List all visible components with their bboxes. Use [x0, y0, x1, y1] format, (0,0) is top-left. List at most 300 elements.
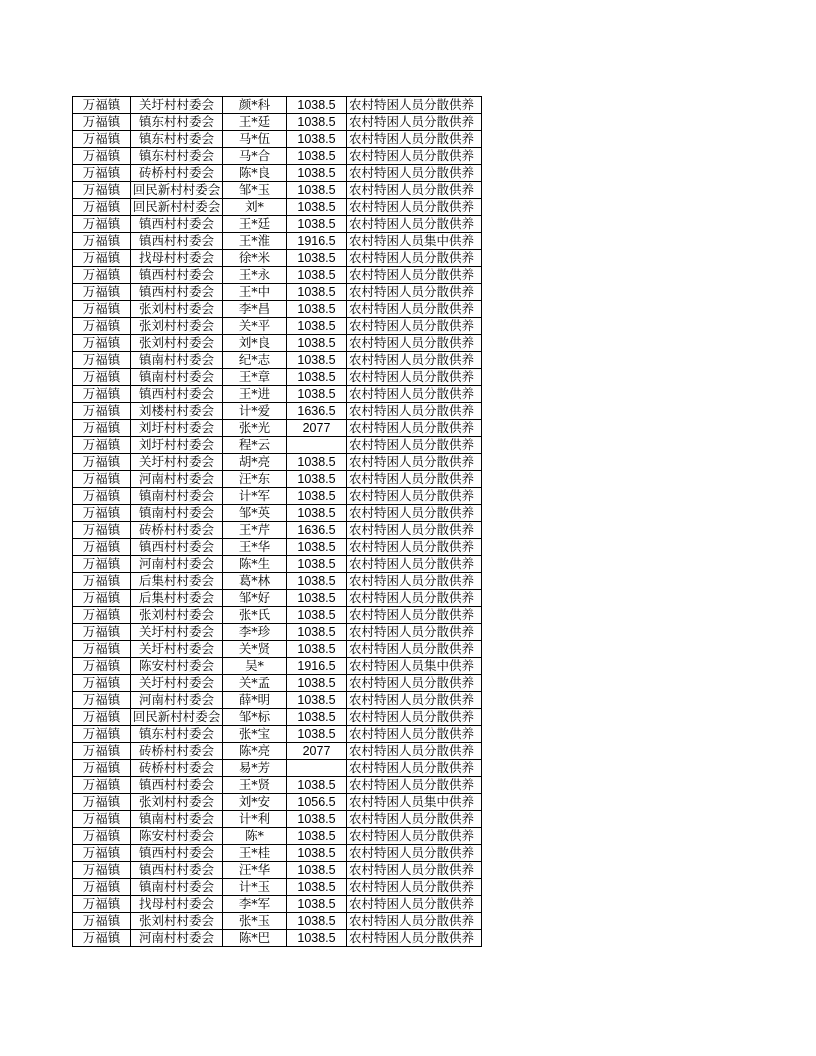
town-cell: 万福镇	[73, 709, 131, 726]
recipient-name-cell: 王*进	[223, 386, 287, 403]
amount-cell: 1038.5	[287, 505, 347, 522]
village-committee-cell: 镇西村村委会	[131, 233, 223, 250]
village-committee-cell: 河南村村委会	[131, 556, 223, 573]
town-cell: 万福镇	[73, 811, 131, 828]
amount-cell: 1038.5	[287, 488, 347, 505]
amount-cell: 1038.5	[287, 199, 347, 216]
support-type-cell: 农村特困人员分散供养	[347, 828, 482, 845]
village-committee-cell: 关圩村村委会	[131, 675, 223, 692]
village-committee-cell: 陈安村村委会	[131, 828, 223, 845]
town-cell: 万福镇	[73, 97, 131, 114]
amount-cell: 1038.5	[287, 267, 347, 284]
town-cell: 万福镇	[73, 556, 131, 573]
table-row	[73, 862, 482, 879]
amount-cell: 1038.5	[287, 862, 347, 879]
table-row	[73, 590, 482, 607]
support-type-cell: 农村特困人员分散供养	[347, 301, 482, 318]
town-cell: 万福镇	[73, 828, 131, 845]
support-type-cell: 农村特困人员分散供养	[347, 114, 482, 131]
support-type-cell: 农村特困人员分散供养	[347, 624, 482, 641]
town-cell: 万福镇	[73, 607, 131, 624]
amount-cell: 1038.5	[287, 607, 347, 624]
town-cell: 万福镇	[73, 369, 131, 386]
support-type-cell: 农村特困人员分散供养	[347, 913, 482, 930]
village-committee-cell: 河南村村委会	[131, 471, 223, 488]
town-cell: 万福镇	[73, 675, 131, 692]
support-type-cell: 农村特困人员分散供养	[347, 539, 482, 556]
recipient-name-cell: 邹*标	[223, 709, 287, 726]
amount-cell: 1038.5	[287, 624, 347, 641]
town-cell: 万福镇	[73, 862, 131, 879]
table-row	[73, 573, 482, 590]
recipient-name-cell: 关*贤	[223, 641, 287, 658]
support-type-cell: 农村特困人员分散供养	[347, 335, 482, 352]
recipient-name-cell: 王*华	[223, 539, 287, 556]
town-cell: 万福镇	[73, 641, 131, 658]
village-committee-cell: 陈安村村委会	[131, 658, 223, 675]
town-cell: 万福镇	[73, 522, 131, 539]
table-row	[73, 454, 482, 471]
amount-cell: 1038.5	[287, 777, 347, 794]
table-row	[73, 131, 482, 148]
table-row	[73, 930, 482, 947]
recipient-name-cell: 陈*亮	[223, 743, 287, 760]
town-cell: 万福镇	[73, 403, 131, 420]
table-row	[73, 522, 482, 539]
recipient-name-cell: 邹*玉	[223, 182, 287, 199]
table-row	[73, 97, 482, 114]
support-type-cell: 农村特困人员分散供养	[347, 488, 482, 505]
town-cell: 万福镇	[73, 760, 131, 777]
recipient-name-cell: 邹*英	[223, 505, 287, 522]
town-cell: 万福镇	[73, 250, 131, 267]
recipient-name-cell: 王*中	[223, 284, 287, 301]
amount-cell: 1038.5	[287, 301, 347, 318]
recipient-name-cell: 薛*明	[223, 692, 287, 709]
recipient-name-cell: 王*永	[223, 267, 287, 284]
support-type-cell: 农村特困人员分散供养	[347, 607, 482, 624]
recipient-name-cell: 计*利	[223, 811, 287, 828]
amount-cell: 1038.5	[287, 165, 347, 182]
table-row	[73, 148, 482, 165]
table-row	[73, 114, 482, 131]
support-type-cell: 农村特困人员分散供养	[347, 437, 482, 454]
village-committee-cell: 砖桥村村委会	[131, 743, 223, 760]
town-cell: 万福镇	[73, 743, 131, 760]
table-row	[73, 794, 482, 811]
recipient-name-cell: 张*氏	[223, 607, 287, 624]
village-committee-cell: 张刘村村委会	[131, 607, 223, 624]
table-row	[73, 539, 482, 556]
amount-cell: 1038.5	[287, 250, 347, 267]
table-row	[73, 709, 482, 726]
recipient-name-cell: 纪*志	[223, 352, 287, 369]
village-committee-cell: 镇西村村委会	[131, 216, 223, 233]
amount-cell: 1636.5	[287, 522, 347, 539]
village-committee-cell: 关圩村村委会	[131, 624, 223, 641]
town-cell: 万福镇	[73, 131, 131, 148]
recipient-name-cell: 颜*科	[223, 97, 287, 114]
village-committee-cell: 镇东村村委会	[131, 148, 223, 165]
village-committee-cell: 张刘村村委会	[131, 301, 223, 318]
recipient-name-cell: 陈*良	[223, 165, 287, 182]
village-committee-cell: 镇西村村委会	[131, 845, 223, 862]
village-committee-cell: 镇南村村委会	[131, 369, 223, 386]
table-row	[73, 828, 482, 845]
table-row	[73, 607, 482, 624]
table-row	[73, 420, 482, 437]
recipient-name-cell: 汪*华	[223, 862, 287, 879]
town-cell: 万福镇	[73, 420, 131, 437]
town-cell: 万福镇	[73, 165, 131, 182]
support-type-cell: 农村特困人员分散供养	[347, 454, 482, 471]
village-committee-cell: 砖桥村村委会	[131, 165, 223, 182]
village-committee-cell: 镇南村村委会	[131, 352, 223, 369]
table-row	[73, 726, 482, 743]
town-cell: 万福镇	[73, 777, 131, 794]
support-type-cell: 农村特困人员分散供养	[347, 692, 482, 709]
recipient-name-cell: 胡*亮	[223, 454, 287, 471]
recipient-name-cell: 张*宝	[223, 726, 287, 743]
recipient-name-cell: 张*光	[223, 420, 287, 437]
village-committee-cell: 关圩村村委会	[131, 97, 223, 114]
amount-cell: 1038.5	[287, 811, 347, 828]
support-type-cell: 农村特困人员分散供养	[347, 165, 482, 182]
amount-cell: 1916.5	[287, 233, 347, 250]
amount-cell: 1038.5	[287, 675, 347, 692]
village-committee-cell: 镇东村村委会	[131, 131, 223, 148]
support-type-cell: 农村特困人员分散供养	[347, 267, 482, 284]
table-row	[73, 505, 482, 522]
village-committee-cell: 后集村村委会	[131, 590, 223, 607]
village-committee-cell: 后集村村委会	[131, 573, 223, 590]
town-cell: 万福镇	[73, 913, 131, 930]
support-type-cell: 农村特困人员分散供养	[347, 403, 482, 420]
village-committee-cell: 镇西村村委会	[131, 539, 223, 556]
recipient-name-cell: 王*廷	[223, 216, 287, 233]
table-row	[73, 913, 482, 930]
town-cell: 万福镇	[73, 539, 131, 556]
table-row	[73, 743, 482, 760]
recipient-name-cell: 徐*米	[223, 250, 287, 267]
table-row	[73, 352, 482, 369]
village-committee-cell: 回民新村村委会	[131, 709, 223, 726]
table-row	[73, 267, 482, 284]
recipient-name-cell: 刘*良	[223, 335, 287, 352]
table-row	[73, 896, 482, 913]
table-row	[73, 692, 482, 709]
amount-cell: 1038.5	[287, 114, 347, 131]
village-committee-cell: 砖桥村村委会	[131, 522, 223, 539]
town-cell: 万福镇	[73, 267, 131, 284]
amount-cell: 1038.5	[287, 845, 347, 862]
amount-cell: 1038.5	[287, 369, 347, 386]
amount-cell: 1038.5	[287, 556, 347, 573]
village-committee-cell: 镇南村村委会	[131, 879, 223, 896]
support-type-cell: 农村特困人员分散供养	[347, 556, 482, 573]
table-row	[73, 182, 482, 199]
town-cell: 万福镇	[73, 352, 131, 369]
town-cell: 万福镇	[73, 658, 131, 675]
town-cell: 万福镇	[73, 182, 131, 199]
recipient-name-cell: 计*爱	[223, 403, 287, 420]
amount-cell: 2077	[287, 420, 347, 437]
support-type-cell: 农村特困人员分散供养	[347, 250, 482, 267]
village-committee-cell: 关圩村村委会	[131, 641, 223, 658]
recipient-name-cell: 李*昌	[223, 301, 287, 318]
table-row	[73, 199, 482, 216]
support-type-cell: 农村特困人员分散供养	[347, 879, 482, 896]
support-type-cell: 农村特困人员分散供养	[347, 930, 482, 947]
village-committee-cell: 镇西村村委会	[131, 267, 223, 284]
amount-cell: 1916.5	[287, 658, 347, 675]
recipient-name-cell: 刘*安	[223, 794, 287, 811]
recipient-name-cell: 马*伍	[223, 131, 287, 148]
amount-cell: 1038.5	[287, 641, 347, 658]
village-committee-cell: 镇西村村委会	[131, 284, 223, 301]
amount-cell: 1038.5	[287, 284, 347, 301]
amount-cell: 1038.5	[287, 131, 347, 148]
support-type-cell: 农村特困人员分散供养	[347, 573, 482, 590]
village-committee-cell: 张刘村村委会	[131, 794, 223, 811]
town-cell: 万福镇	[73, 437, 131, 454]
recipient-name-cell: 刘*	[223, 199, 287, 216]
table-row	[73, 624, 482, 641]
amount-cell: 1038.5	[287, 828, 347, 845]
table-row	[73, 318, 482, 335]
recipient-name-cell: 汪*东	[223, 471, 287, 488]
town-cell: 万福镇	[73, 216, 131, 233]
amount-cell: 1038.5	[287, 182, 347, 199]
table-row	[73, 675, 482, 692]
recipient-name-cell: 计*玉	[223, 879, 287, 896]
support-type-cell: 农村特困人员分散供养	[347, 590, 482, 607]
table-row	[73, 335, 482, 352]
recipient-name-cell: 马*合	[223, 148, 287, 165]
recipient-name-cell: 王*芹	[223, 522, 287, 539]
support-type-cell: 农村特困人员分散供养	[347, 386, 482, 403]
table-row	[73, 369, 482, 386]
town-cell: 万福镇	[73, 148, 131, 165]
recipient-name-cell: 程*云	[223, 437, 287, 454]
amount-cell: 1038.5	[287, 216, 347, 233]
recipient-name-cell: 李*军	[223, 896, 287, 913]
support-type-cell: 农村特困人员分散供养	[347, 522, 482, 539]
village-committee-cell: 河南村村委会	[131, 692, 223, 709]
recipient-name-cell: 计*军	[223, 488, 287, 505]
table-row	[73, 760, 482, 777]
village-committee-cell: 镇南村村委会	[131, 505, 223, 522]
amount-cell: 1038.5	[287, 335, 347, 352]
table-row	[73, 216, 482, 233]
support-type-cell: 农村特困人员分散供养	[347, 369, 482, 386]
table-row	[73, 284, 482, 301]
table-row	[73, 488, 482, 505]
town-cell: 万福镇	[73, 233, 131, 250]
support-type-cell: 农村特困人员分散供养	[347, 471, 482, 488]
town-cell: 万福镇	[73, 505, 131, 522]
amount-cell: 1056.5	[287, 794, 347, 811]
support-type-cell: 农村特困人员分散供养	[347, 352, 482, 369]
village-committee-cell: 回民新村村委会	[131, 199, 223, 216]
village-committee-cell: 找母村村委会	[131, 250, 223, 267]
amount-cell: 1038.5	[287, 97, 347, 114]
support-type-cell: 农村特困人员集中供养	[347, 794, 482, 811]
town-cell: 万福镇	[73, 488, 131, 505]
support-type-cell: 农村特困人员分散供养	[347, 216, 482, 233]
table-row	[73, 556, 482, 573]
recipient-name-cell: 张*玉	[223, 913, 287, 930]
town-cell: 万福镇	[73, 896, 131, 913]
support-type-cell: 农村特困人员分散供养	[347, 777, 482, 794]
support-type-cell: 农村特困人员分散供养	[347, 641, 482, 658]
town-cell: 万福镇	[73, 879, 131, 896]
support-type-cell: 农村特困人员分散供养	[347, 811, 482, 828]
village-committee-cell: 刘圩村村委会	[131, 437, 223, 454]
table-row	[73, 811, 482, 828]
table-body	[73, 97, 482, 947]
support-type-cell: 农村特困人员分散供养	[347, 726, 482, 743]
table-row	[73, 658, 482, 675]
amount-cell: 1038.5	[287, 913, 347, 930]
village-committee-cell: 镇南村村委会	[131, 488, 223, 505]
table-row	[73, 437, 482, 454]
table-row	[73, 471, 482, 488]
town-cell: 万福镇	[73, 573, 131, 590]
village-committee-cell: 镇西村村委会	[131, 386, 223, 403]
recipient-name-cell: 邹*好	[223, 590, 287, 607]
recipient-name-cell: 王*淮	[223, 233, 287, 250]
town-cell: 万福镇	[73, 590, 131, 607]
town-cell: 万福镇	[73, 692, 131, 709]
table-row	[73, 879, 482, 896]
support-type-cell: 农村特困人员分散供养	[347, 760, 482, 777]
village-committee-cell: 镇南村村委会	[131, 811, 223, 828]
support-type-cell: 农村特困人员分散供养	[347, 148, 482, 165]
amount-cell: 1038.5	[287, 879, 347, 896]
table-row	[73, 777, 482, 794]
town-cell: 万福镇	[73, 386, 131, 403]
town-cell: 万福镇	[73, 114, 131, 131]
amount-cell: 1038.5	[287, 590, 347, 607]
table-row	[73, 845, 482, 862]
village-committee-cell: 镇东村村委会	[131, 726, 223, 743]
support-type-cell: 农村特困人员分散供养	[347, 97, 482, 114]
village-committee-cell: 回民新村村委会	[131, 182, 223, 199]
amount-cell: 1038.5	[287, 709, 347, 726]
amount-cell: 1038.5	[287, 573, 347, 590]
village-committee-cell: 刘楼村村委会	[131, 403, 223, 420]
town-cell: 万福镇	[73, 318, 131, 335]
recipient-name-cell: 易*芳	[223, 760, 287, 777]
amount-cell: 1038.5	[287, 539, 347, 556]
town-cell: 万福镇	[73, 454, 131, 471]
support-type-cell: 农村特困人员分散供养	[347, 131, 482, 148]
table-row	[73, 641, 482, 658]
village-committee-cell: 张刘村村委会	[131, 913, 223, 930]
amount-cell: 1038.5	[287, 148, 347, 165]
table-row	[73, 403, 482, 420]
support-type-cell: 农村特困人员分散供养	[347, 709, 482, 726]
support-type-cell: 农村特困人员分散供养	[347, 284, 482, 301]
support-type-cell: 农村特困人员分散供养	[347, 743, 482, 760]
amount-cell: 1038.5	[287, 318, 347, 335]
recipient-name-cell: 王*贤	[223, 777, 287, 794]
support-type-cell: 农村特困人员分散供养	[347, 182, 482, 199]
recipient-name-cell: 关*孟	[223, 675, 287, 692]
support-type-cell: 农村特困人员分散供养	[347, 318, 482, 335]
recipient-name-cell: 陈*	[223, 828, 287, 845]
amount-cell: 1038.5	[287, 386, 347, 403]
village-committee-cell: 张刘村村委会	[131, 335, 223, 352]
town-cell: 万福镇	[73, 301, 131, 318]
recipient-name-cell: 王*桂	[223, 845, 287, 862]
support-type-cell: 农村特困人员分散供养	[347, 845, 482, 862]
table-row	[73, 250, 482, 267]
recipient-name-cell: 陈*生	[223, 556, 287, 573]
amount-cell: 1038.5	[287, 726, 347, 743]
amount-cell: 1038.5	[287, 896, 347, 913]
support-type-cell: 农村特困人员集中供养	[347, 233, 482, 250]
recipient-name-cell: 葛*林	[223, 573, 287, 590]
village-committee-cell: 砖桥村村委会	[131, 760, 223, 777]
village-committee-cell: 河南村村委会	[131, 930, 223, 947]
support-type-cell: 农村特困人员分散供养	[347, 505, 482, 522]
support-type-cell: 农村特困人员分散供养	[347, 420, 482, 437]
support-type-cell: 农村特困人员分散供养	[347, 862, 482, 879]
support-type-cell: 农村特困人员分散供养	[347, 675, 482, 692]
table-row	[73, 233, 482, 250]
amount-cell: 2077	[287, 743, 347, 760]
amount-cell: 1038.5	[287, 692, 347, 709]
amount-cell: 1038.5	[287, 454, 347, 471]
recipient-name-cell: 关*平	[223, 318, 287, 335]
town-cell: 万福镇	[73, 930, 131, 947]
village-committee-cell: 镇东村村委会	[131, 114, 223, 131]
recipient-name-cell: 李*珍	[223, 624, 287, 641]
support-type-cell: 农村特困人员分散供养	[347, 199, 482, 216]
recipient-name-cell: 陈*巴	[223, 930, 287, 947]
town-cell: 万福镇	[73, 284, 131, 301]
village-committee-cell: 刘圩村村委会	[131, 420, 223, 437]
table-row	[73, 386, 482, 403]
recipient-name-cell: 吴*	[223, 658, 287, 675]
town-cell: 万福镇	[73, 199, 131, 216]
village-committee-cell: 关圩村村委会	[131, 454, 223, 471]
amount-cell: 1636.5	[287, 403, 347, 420]
village-committee-cell: 张刘村村委会	[131, 318, 223, 335]
village-committee-cell: 镇西村村委会	[131, 777, 223, 794]
town-cell: 万福镇	[73, 845, 131, 862]
amount-cell: 1038.5	[287, 352, 347, 369]
town-cell: 万福镇	[73, 335, 131, 352]
recipient-name-cell: 王*章	[223, 369, 287, 386]
relief-recipient-table	[72, 96, 482, 947]
recipient-name-cell: 王*廷	[223, 114, 287, 131]
support-type-cell: 农村特困人员集中供养	[347, 658, 482, 675]
table-row	[73, 165, 482, 182]
amount-cell	[287, 437, 347, 454]
support-type-cell: 农村特困人员分散供养	[347, 896, 482, 913]
town-cell: 万福镇	[73, 624, 131, 641]
town-cell: 万福镇	[73, 726, 131, 743]
village-committee-cell: 镇西村村委会	[131, 862, 223, 879]
amount-cell	[287, 760, 347, 777]
town-cell: 万福镇	[73, 794, 131, 811]
town-cell: 万福镇	[73, 471, 131, 488]
village-committee-cell: 找母村村委会	[131, 896, 223, 913]
table-row	[73, 301, 482, 318]
